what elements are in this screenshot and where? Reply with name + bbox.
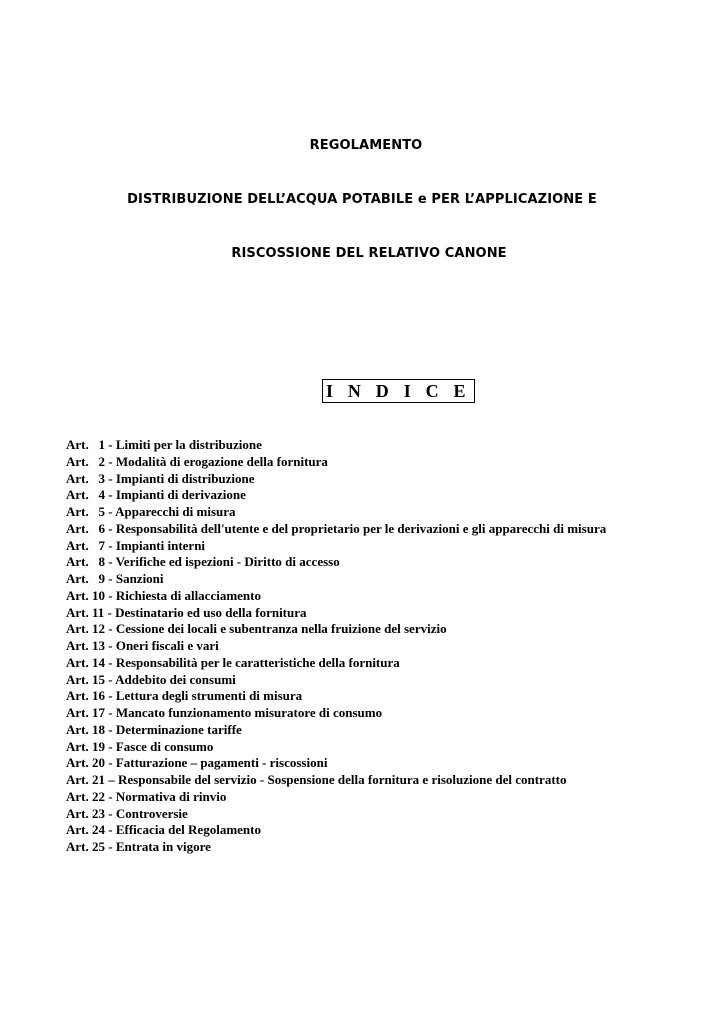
toc-entry-title: Controversie xyxy=(115,805,188,821)
toc-entry-title: Cessione dei locali e subentranza nella fruizione del servizio xyxy=(115,621,447,637)
toc-entry-number: Art. 24 xyxy=(66,822,105,838)
toc-entry-separator: - xyxy=(105,671,116,687)
toc-entry xyxy=(66,722,606,739)
toc-entry-separator: - xyxy=(105,587,116,603)
toc-entry-separator: - xyxy=(105,470,116,486)
toc-entry xyxy=(66,672,606,689)
toc-entry xyxy=(66,755,606,772)
toc-entry-number: Art. 9 xyxy=(66,571,105,586)
toc-entry-title: Determinazione tariffe xyxy=(115,721,242,737)
toc-entry-number: Art. 18 xyxy=(66,721,105,737)
toc-entry-separator: - xyxy=(105,688,116,704)
toc-entry-title: Fatturazione – pagamenti - riscossioni xyxy=(115,755,328,771)
toc-entry-title: Modalità di erogazione della fornitura xyxy=(115,453,328,469)
toc-entry-title: Entrata in vigore xyxy=(115,839,211,854)
toc-entry-title: Fasce di consumo xyxy=(115,738,214,754)
toc-entry-separator: - xyxy=(105,504,116,519)
toc-entry-number: Art. 17 xyxy=(66,705,105,720)
toc-entry-number: Art. 13 xyxy=(66,638,105,653)
toc-entry-title: Efficacia del Regolamento xyxy=(115,822,261,838)
toc-entry-separator: - xyxy=(105,805,116,821)
toc-entry-separator: - xyxy=(105,520,116,536)
toc-entry xyxy=(66,688,606,705)
toc-entry xyxy=(66,588,606,605)
toc-entry-number: Art. 20 xyxy=(66,755,105,771)
toc-entry-separator: - xyxy=(105,738,116,754)
toc-entry-number: Art. 15 xyxy=(66,671,105,687)
toc-entry xyxy=(66,504,606,521)
toc-entry-separator: - xyxy=(105,788,116,804)
toc-entry-number: Art. 3 xyxy=(66,470,105,486)
index-heading: I N D I C E xyxy=(322,379,475,403)
toc-entry xyxy=(66,605,606,622)
toc-entry xyxy=(66,739,606,756)
document-subtitle-line-2: RISCOSSIONE DEL RELATIVO CANONE xyxy=(231,246,507,261)
toc-entry-number: Art. 2 xyxy=(66,453,105,469)
toc-entry-number: Art. 12 xyxy=(66,621,105,637)
toc-entry xyxy=(66,839,606,856)
toc-entry-separator: - xyxy=(105,721,116,737)
toc-entry xyxy=(66,822,606,839)
toc-entry-number: Art. 7 xyxy=(66,537,105,553)
toc-entry-separator: - xyxy=(105,654,116,670)
toc-entry xyxy=(66,772,606,789)
toc-entry-title: Responsabilità per le caratteristiche della fornitura xyxy=(115,654,400,670)
toc-entry-title: Impianti di distribuzione xyxy=(115,470,255,486)
toc-entry-title: Limiti per la distribuzione xyxy=(115,437,262,452)
toc-entry-number: Art. 4 xyxy=(66,487,105,503)
toc-entry-title: Richiesta di allacciamento xyxy=(115,587,261,603)
toc-entry-title: Responsabile del servizio - Sospensione della fornitura e risoluzione del contratto xyxy=(118,772,567,787)
toc-entry-separator: - xyxy=(105,621,116,637)
toc-entry-title: Mancato funzionamento misuratore di consumo xyxy=(115,705,383,720)
toc-entry-title: Impianti di derivazione xyxy=(115,487,246,503)
toc-entry-separator: - xyxy=(105,638,116,653)
toc-entry xyxy=(66,454,606,471)
toc-entry-title: Oneri fiscali e vari xyxy=(115,638,219,653)
toc-entry-number: Art. 21 xyxy=(66,772,105,787)
toc-entry xyxy=(66,705,606,722)
toc-entry-separator: - xyxy=(105,571,116,586)
toc-entry-title: Impianti interni xyxy=(115,537,206,553)
toc-entry-separator: - xyxy=(105,487,116,503)
toc-entry-separator: - xyxy=(105,755,116,771)
document-title: REGOLAMENTO xyxy=(309,138,423,153)
toc-entry-number: Art. 25 xyxy=(66,839,105,854)
toc-entry-title: Verifiche ed ispezioni - Diritto di accesso xyxy=(115,554,340,570)
toc-entry-number: Art. 1 xyxy=(66,437,105,452)
toc-entry-title: Sanzioni xyxy=(115,571,164,586)
table-of-contents xyxy=(66,437,606,856)
toc-entry-number: Art. 10 xyxy=(66,587,105,603)
toc-entry-number: Art. 6 xyxy=(66,520,105,536)
toc-entry-number: Art. 8 xyxy=(66,554,105,570)
toc-entry-separator: - xyxy=(105,437,116,452)
toc-entry-title: Responsabilità dell'utente e del proprietario per le derivazioni e gli apparecchi di misura xyxy=(115,520,607,536)
toc-entry xyxy=(66,655,606,672)
toc-entry-separator: - xyxy=(105,453,116,469)
toc-entry-number: Art. 11 xyxy=(66,604,105,620)
toc-entry-title: Destinatario ed uso della fornitura xyxy=(115,604,307,620)
toc-entry xyxy=(66,521,606,538)
toc-entry-title: Apparecchi di misura xyxy=(115,504,236,519)
toc-entry-number: Art. 22 xyxy=(66,788,105,804)
toc-entry xyxy=(66,487,606,504)
document-subtitle-line-1: DISTRIBUZIONE DELL’ACQUA POTABILE e PER L’APPLICAZIONE E xyxy=(127,192,597,207)
toc-entry-number: Art. 5 xyxy=(66,504,105,519)
toc-entry xyxy=(66,538,606,555)
toc-entry-title: Normativa di rinvio xyxy=(115,788,227,804)
toc-entry-separator: - xyxy=(105,839,116,854)
toc-entry xyxy=(66,437,606,454)
toc-entry-separator: - xyxy=(105,822,116,838)
toc-entry xyxy=(66,554,606,571)
toc-entry-number: Art. 23 xyxy=(66,805,105,821)
toc-entry-separator: - xyxy=(105,705,116,720)
toc-entry xyxy=(66,571,606,588)
toc-entry xyxy=(66,638,606,655)
toc-entry xyxy=(66,471,606,488)
toc-entry-separator: – xyxy=(105,772,118,787)
toc-entry-number: Art. 14 xyxy=(66,654,105,670)
toc-entry xyxy=(66,789,606,806)
toc-entry-title: Lettura degli strumenti di misura xyxy=(115,688,303,704)
toc-entry-number: Art. 19 xyxy=(66,738,105,754)
toc-entry xyxy=(66,806,606,823)
toc-entry-separator: - xyxy=(105,537,116,553)
toc-entry-separator: - xyxy=(104,604,116,620)
toc-entry-title: Addebito dei consumi xyxy=(115,671,236,687)
toc-entry-number: Art. 16 xyxy=(66,688,105,704)
toc-entry xyxy=(66,621,606,638)
toc-entry-separator: - xyxy=(105,554,116,570)
